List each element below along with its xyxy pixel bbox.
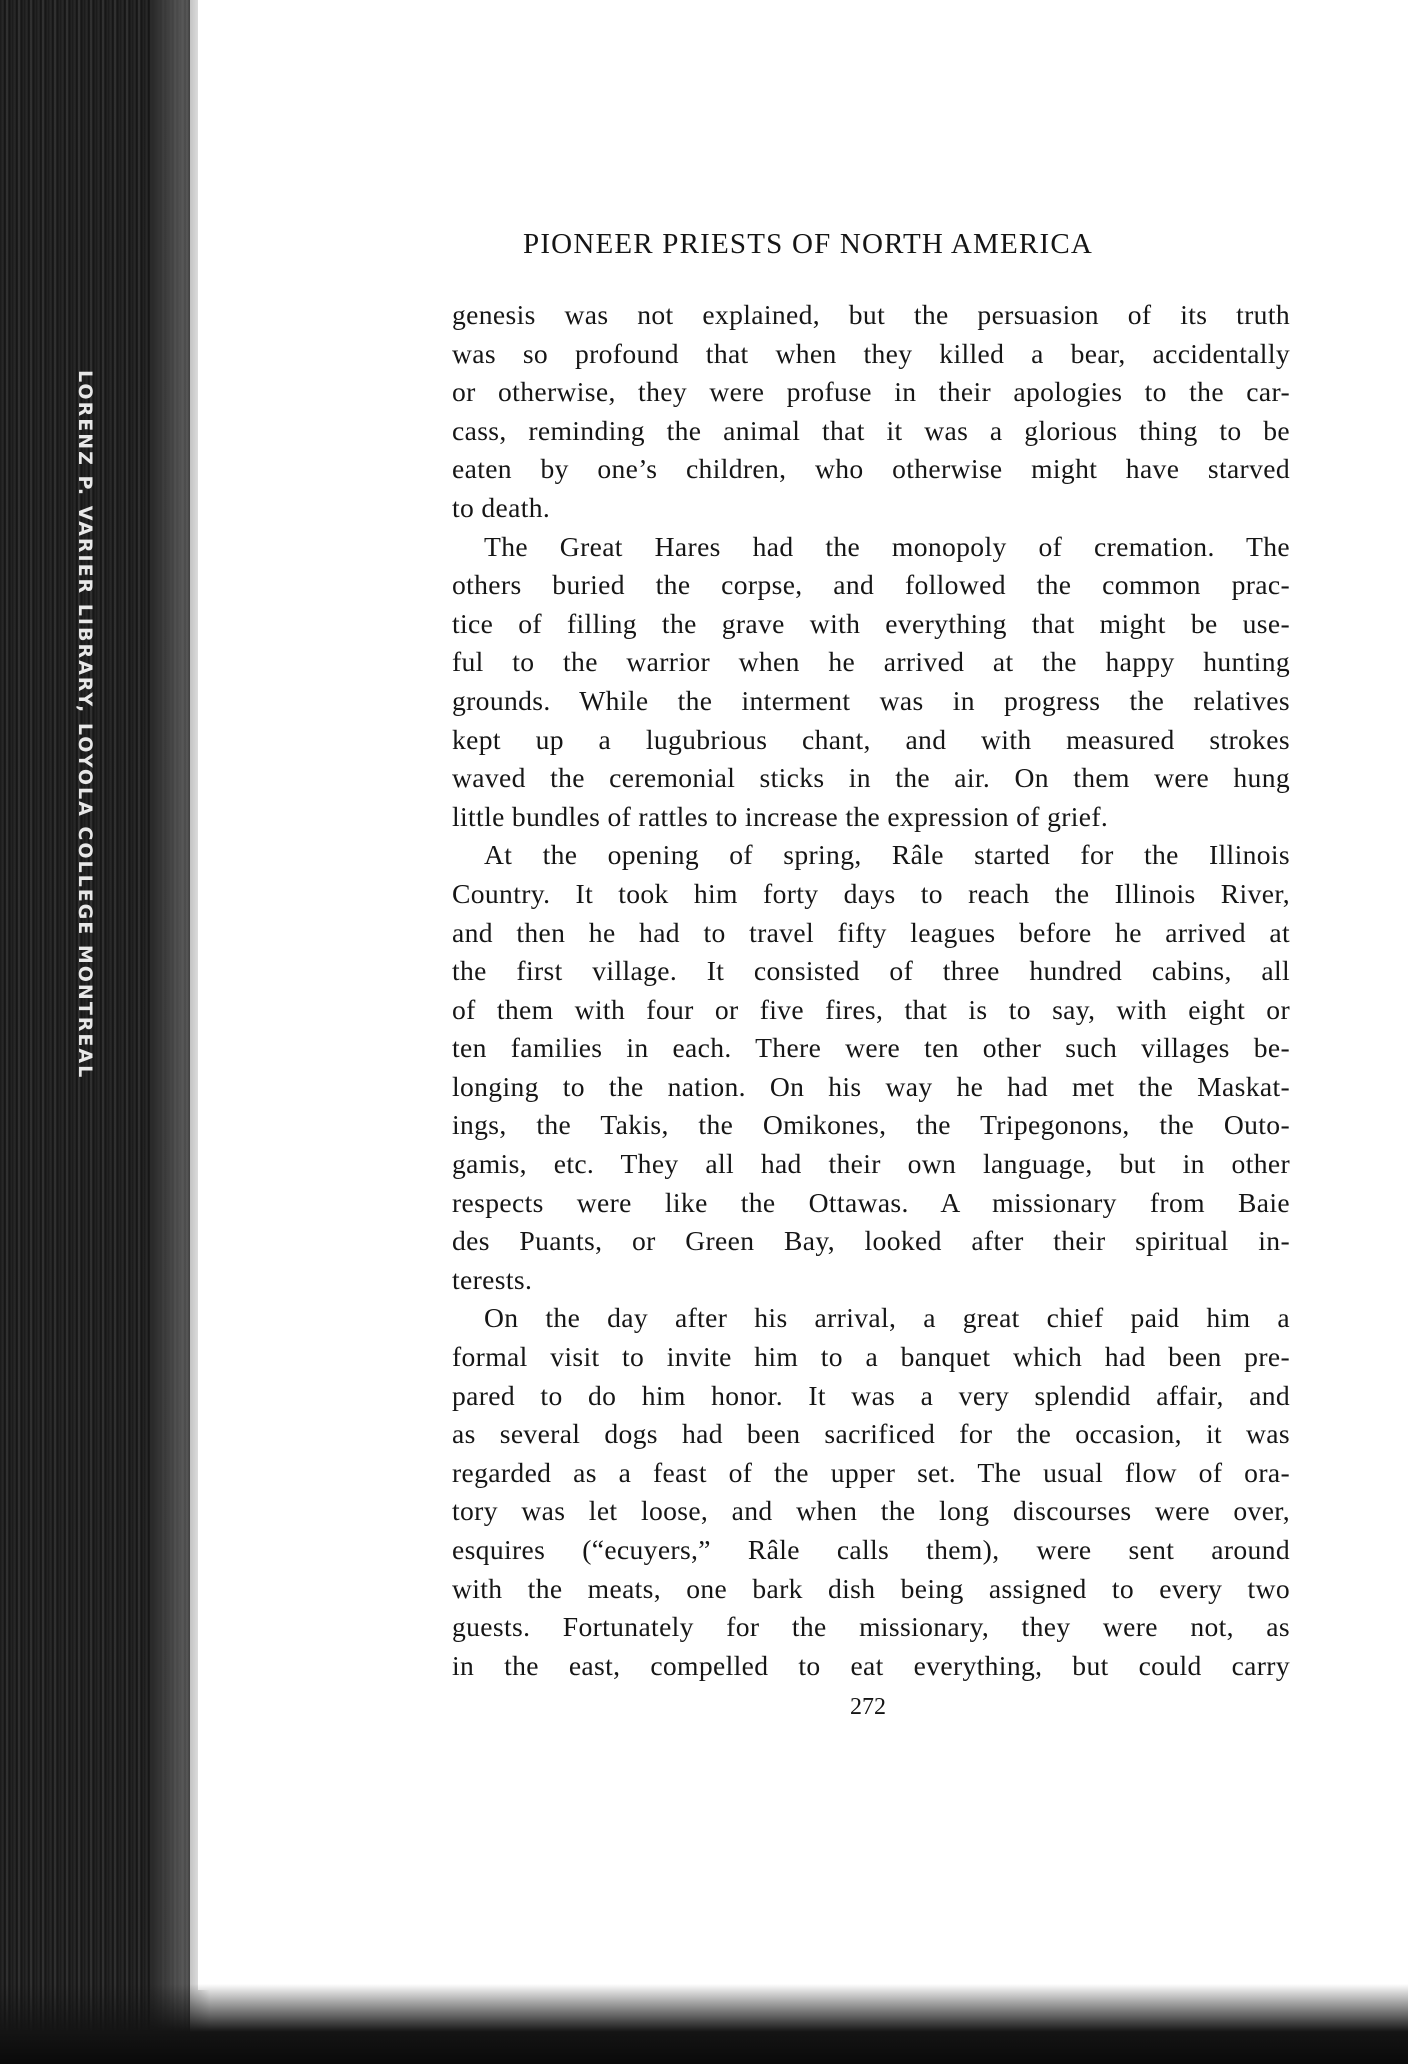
text-line: guests. Fortunately for the missionary, they were not, as	[452, 1611, 1290, 1643]
text-line: was so profound that when they killed a bear, accidentally	[452, 337, 1290, 369]
library-stamp: LORENZ P. VARIER LIBRARY, LOYOLA COLLEGE MONTREAL	[74, 370, 96, 1080]
text-line: with the meats, one bark dish being assigned to every two	[452, 1572, 1290, 1604]
text-line: longing to the nation. On his way he had met the Maskat-	[452, 1070, 1290, 1102]
text-line: On the day after his arrival, a great chief paid him a	[484, 1302, 1290, 1334]
paragraph	[452, 1299, 1290, 1685]
text-line: regarded as a feast of the upper set. The usual flow of ora-	[452, 1456, 1290, 1488]
text-line: kept up a lugubrious chant, and with measured strokes	[452, 723, 1290, 755]
text-line: formal visit to invite him to a banquet which had been pre-	[452, 1341, 1290, 1373]
text-line: to death.	[452, 491, 551, 523]
page-number: 272	[850, 1694, 886, 1720]
text-line: Country. It took him forty days to reach the Illinois River,	[452, 877, 1290, 909]
text-line: and then he had to travel fifty leagues before he arrived at	[452, 916, 1290, 948]
text-line: genesis was not explained, but the persuasion of its truth	[452, 299, 1290, 330]
text-line: ings, the Takis, the Omikones, the Tripegonons, the Outo-	[452, 1109, 1290, 1141]
text-line: esquires (“ecuyers,” Râle calls them), were sent around	[452, 1534, 1290, 1565]
text-line: or otherwise, they were profuse in their apologies to the car-	[452, 376, 1290, 408]
text-line: eaten by one’s children, who otherwise might have starved	[452, 453, 1290, 485]
text-line: terests.	[452, 1263, 533, 1295]
text-line: others buried the corpse, and followed the common prac-	[452, 569, 1290, 601]
text-line: the first village. It consisted of three hundred cabins, all	[452, 955, 1290, 987]
text-line: des Puants, or Green Bay, looked after their spiritual in-	[452, 1225, 1290, 1257]
text-line: as several dogs had been sacrificed for the occasion, it was	[452, 1418, 1290, 1450]
text-line: little bundles of rattles to increase the expression of grief.	[452, 800, 1109, 832]
text-line: of them with four or five fires, that is to say, with eight or	[452, 993, 1290, 1025]
text-line: gamis, etc. They all had their own language, but in other	[452, 1148, 1290, 1180]
text-line: At the opening of spring, Râle started for the Illinois	[484, 839, 1290, 871]
paragraph	[452, 296, 1290, 528]
paragraph	[452, 528, 1290, 837]
paragraph	[452, 836, 1290, 1299]
text-line: pared to do him honor. It was a very splendid affair, and	[452, 1379, 1290, 1411]
bottom-page-edge	[0, 1984, 1408, 2064]
text-line: ten families in each. There were ten other such villages be-	[452, 1032, 1290, 1064]
body-text	[452, 296, 1290, 1685]
text-line: in the east, compelled to eat everything, but could carry	[452, 1649, 1290, 1681]
text-line: cass, reminding the animal that it was a glorious thing to be	[452, 414, 1290, 446]
text-line: tice of filling the grave with everything that might be use-	[452, 607, 1290, 639]
text-line: waved the ceremonial sticks in the air. On them were hung	[452, 762, 1290, 794]
text-line: The Great Hares had the monopoly of cremation. The	[484, 530, 1290, 562]
text-line: tory was let loose, and when the long discourses were over,	[452, 1495, 1290, 1527]
running-head: PIONEER PRIESTS OF NORTH AMERICA	[523, 228, 1094, 260]
text-line: respects were like the Ottawas. A missionary from Baie	[452, 1186, 1290, 1218]
text-line: grounds. While the interment was in progress the relatives	[452, 684, 1290, 716]
text-line: ful to the warrior when he arrived at the happy hunting	[452, 646, 1290, 678]
